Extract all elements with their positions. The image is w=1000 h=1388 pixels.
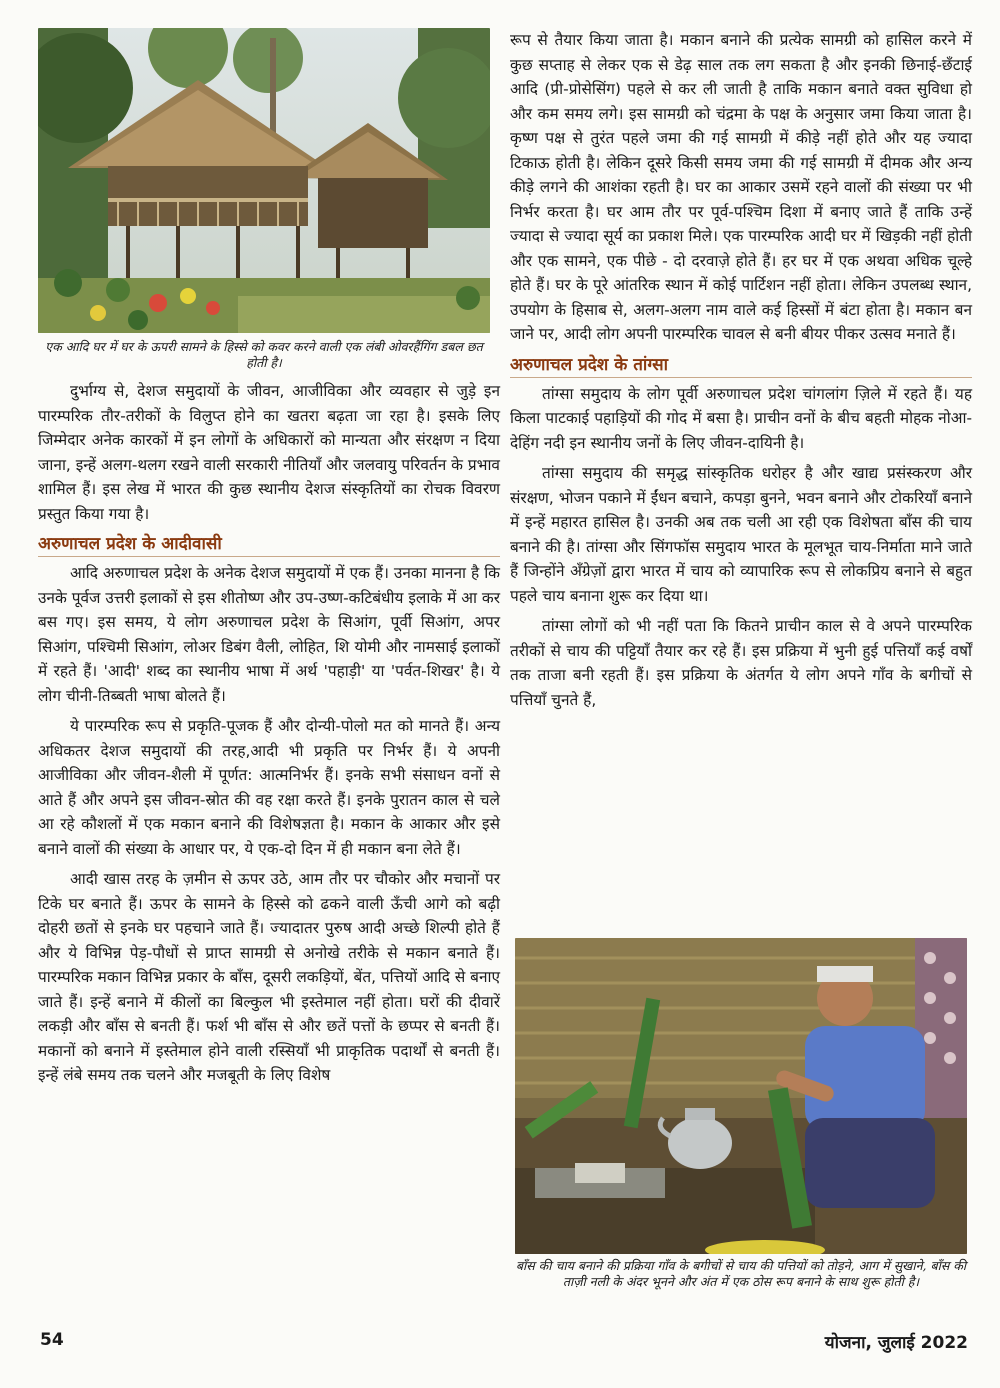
right-column	[510, 28, 972, 718]
paragraph: दुर्भाग्य से, देशज समुदायों के जीवन, आजीविका और व्यवहार से जुड़े इन पारम्परिक तौर-तरीकों के विलुप्त होने का खतरा बढ़ता जा रहा है। इसके लिए जिम्मेदार अनेक कारकों में इन लोगों के अधिकारों को मान्यता और संरक्षण न दिया जाना, इन्हें अलग-थलग रखने वाली सरकारी नीतियाँ और जलवायु परिवर्तन के प्रभाव शामिल हैं। इस लेख में भारत की कुछ स्थानीय देशज संस्कृतियों का रोचक विवरण प्रस्तुत किया गया है।	[38, 382, 500, 523]
paragraph: तांग्सा समुदाय के लोग पूर्वी अरुणाचल प्रदेश चांगलांग ज़िले में रहते हैं। यह किला पाटकाई पहाड़ियों की गोद में बसा है। प्राचीन वनों के बीच बहती मोहक नोआ-देहिंग नदी इन स्थानीय जनों के लिए जीवन-दायिनी है।	[510, 384, 972, 452]
paragraph: रूप से तैयार किया जाता है। मकान बनाने की प्रत्येक सामग्री को हासिल करने में कुछ सप्ताह से लेकर एक से डेढ़ साल तक लग सकता है और इनकी छिनाई-छँटाई आदि (प्री-प्रोसेसिंग) पहले से कर ली जाती है ताकि मकान बनाते वक्त सुविधा हो और कम समय लगे। इस सामग्री को चंद्रमा के पक्ष के अनुसार जमा किया जाता है। कृष्ण पक्ष से तुरंत पहले जमा की गई सामग्री में कीड़े नहीं होते और यह ज्यादा टिकाऊ होती है। लेकिन दूसरे किसी समय जमा की गई सामग्री में दीमक और अन्य कीड़े लगने की आशंका रहती है। घर का आकार उसमें रहने वालों की संख्या पर भी निर्भर करता है। घर आम तौर पर पूर्व-पश्चिम दिशा में बनाए जाते हैं ताकि उन्हें ज्यादा से ज्यादा सूर्य का प्रकाश मिले। एक पारम्परिक आदी घर में खिड़की नहीं होती और एक सामने, एक पीछे - दो दरवाज़े होते हैं। हर घर में एक अथवा अधिक चूल्हे होते हैं। घर के पूरे आंतरिक स्थान में कोई पार्टिशन नहीं होता। लेकिन उपलब्ध स्थान, उपयोग के हिसाब से, अलग-अलग नाम वाले कई हिस्सों में बंटा होता है। मकान बन जाने पर, आदी लोग अपनी पारम्परिक चावल से बनी बीयर पीकर उत्सव मनाते हैं।	[510, 31, 972, 343]
photo-caption: एक आदि घर में घर के ऊपरी सामने के हिस्से को कवर करने वाली एक लंबी ओवरहैंगिंग डबल छत होती है।	[45, 339, 483, 370]
paragraph: तांग्सा लोगों को भी नहीं पता कि कितने प्राचीन काल से वे अपने पारम्परिक तरीकों से चाय की पट्टियाँ तैयार कर रहे हैं। इस प्रक्रिया में भुनी हुई पत्तियाँ कई वर्षों तक ताजा बनी रहती हैं। इस प्रक्रिया के अंतर्गत ये लोग अपने गाँव के बगीचों से पत्तियाँ चुनते हैं,	[510, 617, 972, 709]
paragraph: तांग्सा समुदाय की समृद्ध सांस्कृतिक धरोहर है और खाद्य प्रसंस्करण और संरक्षण, भोजन पकाने में ईंधन बचाने, कपड़ा बुनने, भवन बनाने और टोकरियाँ बनाने में इन्हें महारत हासिल है। उनकी अब तक चली आ रही एक विशेषता बाँस की चाय बनाने की है। तांग्सा और सिंगफॉस समुदाय भारत के मूलभूत चाय-निर्माता माने जाते हैं जिन्होंने अँग्रेज़ों द्वारा भारत में चाय को व्यापारिक रूप से लोकप्रिय बनाने से बहुत पहले चाय बनाना शुरू कर दिया था।	[510, 464, 972, 605]
magazine-issue: योजना, जुलाई 2022	[824, 1333, 968, 1353]
left-column	[38, 28, 500, 1094]
section-heading-tangsa: अरुणाचल प्रदेश के तांग्सा	[510, 353, 972, 378]
page-number: 54	[40, 1330, 64, 1350]
stilt-house-photo	[38, 28, 490, 333]
bamboo-tea-illustration	[515, 938, 967, 1254]
stilt-house-illustration	[38, 28, 490, 333]
section-heading-adi: अरुणाचल प्रदेश के आदीवासी	[38, 532, 500, 557]
paragraph: आदी खास तरह के ज़मीन से ऊपर उठे, आम तौर पर चौकोर और मचानों पर टिके घर बनाते हैं। ऊपर के सामने के हिस्से को ढकने वाली ऊँची आगे को बढ़ी दोहरी छतों से इनके घर पहचाने जाते हैं। ज्यादातर पुरुष आदी अच्छे शिल्पी होते हैं और ये विभिन्न पेड़-पौधों से प्राप्त सामग्री से अनोखे तरीके से मकान बनाते हैं। पारम्परिक मकान विभिन्न प्रकार के बाँस, दूसरी लकड़ियों, बेंत, पत्तियों आदि से बनाए जाते हैं। इन्हें बनाने में कीलों का बिल्कुल भी इस्तेमाल नहीं होता। घरों की दीवारें लकड़ी और बाँस से बनती हैं। फर्श भी बाँस से और छतें पत्तों के छप्पर से बनती हैं। मकानों को बनाने में इस्तेमाल होने वाली रस्सियाँ भी प्राकृतिक पदार्थों से बनती हैं। इन्हें लंबे समय तक चलने और मजबूती के लिए विशेष	[38, 870, 500, 1084]
photo-caption: बाँस की चाय बनाने की प्रक्रिया गाँव के बगीचों से चाय की पत्तियों को तोड़ने, आग में सुखाने, बाँस की ताज़ी नली के अंदर भूनने और अंत में एक ठोस रूप बनाने के साथ शुरू होती है।	[515, 1258, 967, 1289]
bamboo-tea-photo	[515, 938, 967, 1254]
paragraph: ये पारम्परिक रूप से प्रकृति-पूजक हैं और दोन्यी-पोलो मत को मानते हैं। अन्य अधिकतर देशज समुदायों की तरह,आदी भी प्रकृति पर निर्भर हैं। ये अपनी आजीविका और जीवन-शैली में पूर्णत: आत्मनिर्भर हैं। इनके सभी संसाधन वनों से आते हैं और अपने इस जीवन-स्रोत की वह रक्षा करते हैं। इनके पुरातन काल से चले आ रहे कौशलों में एक मकान बनाने की विशेषज्ञता है। मकान के आकार और इसे बनाने वालों की संख्या के आधार पर, ये एक-दो दिन में ही मकान बना लेते हैं।	[38, 717, 500, 858]
paragraph: आदि अरुणाचल प्रदेश के अनेक देशज समुदायों में एक हैं। उनका मानना है कि उनके पूर्वज उत्तरी इलाकों से इस शीतोष्ण और उप-उष्ण-कटिबंधीय इलाके में आ कर बस गए। इस समय, ये लोग अरुणाचल प्रदेश के सिआंग, पूर्वी सिआंग, अपर सिआंग, पश्चिमी सिआंग, लोअर डिबंग वैली, लोहित, शि योमी और नामसाई इलाकों में रहते हैं। 'आदी' शब्द का स्थानीय भाषा में अर्थ 'पहाड़ी' या 'पर्वत-शिखर' है। ये लोग चीनी-तिब्बती भाषा बोलते हैं।	[38, 564, 500, 705]
